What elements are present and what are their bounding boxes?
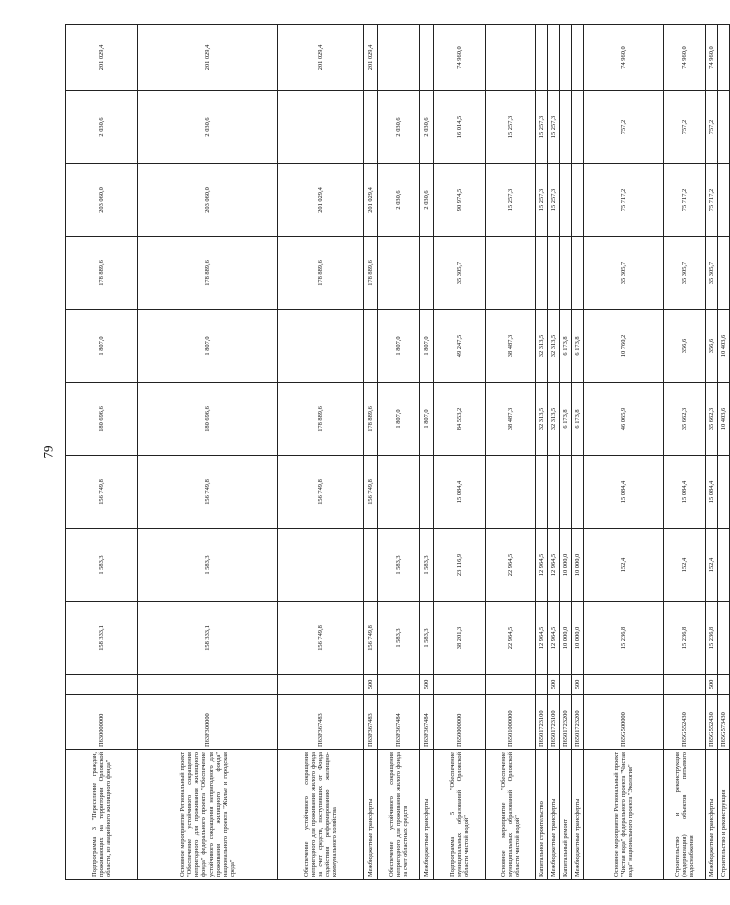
table-row [572, 25, 584, 880]
cell-c5: 10 403,6 [718, 310, 730, 383]
cell-code: П6501723200 [560, 695, 572, 750]
cell-c2: 10 000,0 [560, 529, 572, 602]
cell-c2: 22 964,5 [486, 529, 536, 602]
cell-c6 [572, 237, 584, 310]
cell-name: Подпрограмма 5 "Обеспечение муниципальных образований Орловской области чистой водой" [434, 750, 486, 880]
cell-c4: 180 696,6 [66, 383, 138, 456]
cell-vr [536, 675, 548, 695]
cell-c1: 1 583,3 [378, 602, 420, 675]
table-row [486, 25, 536, 880]
cell-c8: 2 030,6 [378, 91, 420, 164]
cell-c1: 1 583,3 [420, 602, 434, 675]
cell-code: П65G573430 [718, 695, 730, 750]
cell-vr [664, 675, 706, 695]
cell-c1: 158 333,1 [138, 602, 278, 675]
cell-c3 [420, 456, 434, 529]
cell-c8: 757,2 [584, 91, 664, 164]
cell-c3 [378, 456, 420, 529]
cell-code: П650000000 [434, 695, 486, 750]
cell-c2: 1 583,3 [378, 529, 420, 602]
table-row [664, 25, 706, 880]
cell-c6 [378, 237, 420, 310]
cell-code: П63F367483 [364, 695, 378, 750]
cell-c2: 12 964,5 [548, 529, 560, 602]
cell-c3: 15 084,4 [434, 456, 486, 529]
cell-c1: 156 749,8 [364, 602, 378, 675]
cell-code: П6501723200 [572, 695, 584, 750]
cell-name: Подпрограмма 3 "Переселение граждан, проживающих на территории Орловской области, из аварийного жилищного фонда" [66, 750, 138, 880]
cell-c9 [378, 25, 420, 91]
cell-code: П63F367484 [378, 695, 420, 750]
cell-vr: 500 [420, 675, 434, 695]
cell-c8 [572, 91, 584, 164]
cell-c8: 15 257,3 [486, 91, 536, 164]
cell-c4: 1 807,0 [420, 383, 434, 456]
cell-name: Межбюджетные трансферты [364, 750, 378, 880]
cell-name: Межбюджетные трансферты [420, 750, 434, 880]
cell-c2: 1 583,3 [420, 529, 434, 602]
cell-code: П6501723100 [548, 695, 560, 750]
cell-vr [378, 675, 420, 695]
rotated-table-container [65, 25, 727, 880]
cell-code: П6501000000 [486, 695, 536, 750]
cell-c6: 178 889,6 [66, 237, 138, 310]
table-row [420, 25, 434, 880]
cell-c7: 75 717,2 [584, 164, 664, 237]
cell-c6: 35 305,7 [584, 237, 664, 310]
cell-name: Строительство и реконструкция [718, 750, 730, 880]
cell-c1: 158 333,1 [66, 602, 138, 675]
cell-code: П63F367484 [420, 695, 434, 750]
cell-vr [560, 675, 572, 695]
page-number [38, 442, 58, 462]
cell-c7 [572, 164, 584, 237]
table-row [706, 25, 718, 880]
cell-vr: 500 [706, 675, 718, 695]
cell-c6: 178 889,6 [278, 237, 364, 310]
cell-c5: 6 173,8 [572, 310, 584, 383]
cell-c7: 201 029,4 [364, 164, 378, 237]
cell-c1: 15 236,8 [706, 602, 718, 675]
cell-c9 [572, 25, 584, 91]
cell-name: Обеспечение устойчивого сокращения непригодного для проживания жилого фонда за счет областных средств [378, 750, 420, 880]
cell-c6: 178 889,6 [364, 237, 378, 310]
cell-vr [584, 675, 664, 695]
cell-c8: 2 030,6 [138, 91, 278, 164]
cell-c9 [718, 25, 730, 91]
cell-c2: 1 583,3 [138, 529, 278, 602]
table-row [548, 25, 560, 880]
cell-c4: 84 553,2 [434, 383, 486, 456]
cell-c1 [718, 602, 730, 675]
cell-c8: 15 257,3 [536, 91, 548, 164]
cell-c5: 1 807,0 [66, 310, 138, 383]
cell-c3: 156 749,8 [138, 456, 278, 529]
cell-c4: 38 487,3 [486, 383, 536, 456]
cell-vr [138, 675, 278, 695]
cell-c4: 180 696,6 [138, 383, 278, 456]
cell-vr [66, 675, 138, 695]
cell-c3: 15 084,4 [584, 456, 664, 529]
cell-c1: 12 964,5 [536, 602, 548, 675]
cell-vr [278, 675, 364, 695]
cell-name: Основное мероприятие Региональный проект "Чистая вода" федерального проекта "Чистая вода" национального проекта "Экология" [584, 750, 664, 880]
cell-c1: 15 236,8 [584, 602, 664, 675]
cell-c5: 356,6 [706, 310, 718, 383]
cell-name: Обеспечение устойчивого сокращения непригодного для проживания жилого фонда за счет средств, поступивших от Фонда содействия реформированию жилищно-коммунального хозяйства [278, 750, 364, 880]
cell-c1: 12 964,5 [548, 602, 560, 675]
cell-vr: 500 [364, 675, 378, 695]
cell-c5: 32 313,5 [536, 310, 548, 383]
cell-c8 [364, 91, 378, 164]
table-row [718, 25, 730, 880]
cell-vr [486, 675, 536, 695]
cell-c4: 178 889,6 [278, 383, 364, 456]
cell-c3 [536, 456, 548, 529]
cell-c9 [548, 25, 560, 91]
cell-c6 [548, 237, 560, 310]
cell-c4: 32 313,5 [548, 383, 560, 456]
cell-c1: 10 000,0 [560, 602, 572, 675]
cell-c3 [560, 456, 572, 529]
table-body [66, 25, 730, 880]
cell-c7: 203 060,0 [66, 164, 138, 237]
cell-c4: 178 889,6 [364, 383, 378, 456]
table-row [434, 25, 486, 880]
table-row [278, 25, 364, 880]
cell-c8: 757,2 [706, 91, 718, 164]
table-row [66, 25, 138, 880]
cell-c4: 46 065,9 [584, 383, 664, 456]
cell-c4: 32 313,5 [536, 383, 548, 456]
cell-c6 [420, 237, 434, 310]
table-row [364, 25, 378, 880]
cell-c2 [364, 529, 378, 602]
cell-c2: 10 000,0 [572, 529, 584, 602]
cell-c4: 6 173,8 [572, 383, 584, 456]
cell-c9 [420, 25, 434, 91]
cell-c7 [560, 164, 572, 237]
cell-c3 [548, 456, 560, 529]
cell-c8: 2 030,6 [66, 91, 138, 164]
cell-c2: 152,4 [584, 529, 664, 602]
cell-c9: 201 029,4 [278, 25, 364, 91]
cell-c6 [536, 237, 548, 310]
cell-c4: 35 662,3 [664, 383, 706, 456]
cell-c7: 75 717,2 [664, 164, 706, 237]
cell-c6 [718, 237, 730, 310]
cell-c9: 201 029,4 [138, 25, 278, 91]
cell-code: П630000000 [66, 695, 138, 750]
cell-c3: 156 749,8 [278, 456, 364, 529]
cell-code: П63F300000 [138, 695, 278, 750]
cell-c2 [278, 529, 364, 602]
cell-vr: 500 [572, 675, 584, 695]
cell-vr: 500 [548, 675, 560, 695]
cell-c5: 356,6 [664, 310, 706, 383]
cell-c3: 15 084,4 [664, 456, 706, 529]
cell-vr [434, 675, 486, 695]
cell-c8: 2 030,6 [420, 91, 434, 164]
cell-c9: 201 029,4 [66, 25, 138, 91]
cell-c5: 1 807,0 [378, 310, 420, 383]
cell-name: Основное мероприятие "Обеспечение муниципальных образований Орловской области чистой водой" [486, 750, 536, 880]
cell-c1: 10 000,0 [572, 602, 584, 675]
budget-table [65, 24, 730, 880]
cell-c1: 15 236,8 [664, 602, 706, 675]
cell-c6: 35 305,7 [434, 237, 486, 310]
cell-c8 [278, 91, 364, 164]
cell-code: П65G500000 [584, 695, 664, 750]
cell-c4: 10 403,6 [718, 383, 730, 456]
cell-c4: 6 173,8 [560, 383, 572, 456]
cell-name: Межбюджетные трансферты [572, 750, 584, 880]
cell-c8: 757,2 [664, 91, 706, 164]
cell-c3: 156 749,8 [364, 456, 378, 529]
cell-code: П63F367483 [278, 695, 364, 750]
cell-c7: 15 257,3 [536, 164, 548, 237]
cell-c6 [486, 237, 536, 310]
cell-c5: 6 173,8 [560, 310, 572, 383]
cell-c6: 178 889,6 [138, 237, 278, 310]
cell-name: Строительство и реконструкция (модернизация) объектов питьевого водоснабжения [664, 750, 706, 880]
table-row [378, 25, 420, 880]
cell-c2 [718, 529, 730, 602]
table-row [536, 25, 548, 880]
cell-c5: 1 807,0 [420, 310, 434, 383]
cell-c7: 90 974,5 [434, 164, 486, 237]
cell-c2: 152,4 [706, 529, 718, 602]
cell-c9 [536, 25, 548, 91]
cell-c3: 156 749,8 [66, 456, 138, 529]
cell-c7: 203 060,0 [138, 164, 278, 237]
cell-c7: 75 717,2 [706, 164, 718, 237]
table-row [560, 25, 572, 880]
cell-c8: 16 014,5 [434, 91, 486, 164]
cell-c9 [486, 25, 536, 91]
cell-c9: 201 029,4 [364, 25, 378, 91]
cell-c7: 2 030,6 [420, 164, 434, 237]
cell-name: Межбюджетные трансферты [706, 750, 718, 880]
cell-c8 [718, 91, 730, 164]
cell-code: П65G552430 [664, 695, 706, 750]
cell-c3: 15 084,4 [706, 456, 718, 529]
cell-name: Основное мероприятие Региональный проект "Обеспечение устойчивого сокращения непригодного для проживания жилищного фонда" федерального проекта "Обеспечение устойчивого сокращения непригодного для проживания жилищного фонда" национального проекта "Жилье и городская среда" [138, 750, 278, 880]
cell-c5: 49 247,5 [434, 310, 486, 383]
cell-c9: 74 960,0 [706, 25, 718, 91]
cell-c5: 38 487,3 [486, 310, 536, 383]
cell-c9: 74 960,0 [434, 25, 486, 91]
cell-c1: 22 964,5 [486, 602, 536, 675]
cell-c1: 156 749,8 [278, 602, 364, 675]
cell-c1: 38 201,3 [434, 602, 486, 675]
cell-c6 [560, 237, 572, 310]
cell-c4: 35 662,3 [706, 383, 718, 456]
cell-c8: 15 257,3 [548, 91, 560, 164]
cell-c5 [278, 310, 364, 383]
cell-c9: 74 960,0 [664, 25, 706, 91]
cell-c3 [486, 456, 536, 529]
cell-c9 [560, 25, 572, 91]
cell-c6: 35 305,7 [664, 237, 706, 310]
cell-code: П6501723100 [536, 695, 548, 750]
table-row [584, 25, 664, 880]
cell-c7: 201 029,4 [278, 164, 364, 237]
cell-c7: 2 030,6 [378, 164, 420, 237]
cell-c7: 15 257,3 [486, 164, 536, 237]
cell-c3 [718, 456, 730, 529]
cell-c7: 15 257,3 [548, 164, 560, 237]
cell-c5: 1 807,0 [138, 310, 278, 383]
cell-c2: 152,4 [664, 529, 706, 602]
cell-name: Капитальное строительство [536, 750, 548, 880]
cell-c8 [560, 91, 572, 164]
cell-c5: 10 760,2 [584, 310, 664, 383]
cell-name: Межбюджетные трансферты [548, 750, 560, 880]
cell-c7 [718, 164, 730, 237]
page-number-text: 79 [40, 445, 55, 459]
table-row [138, 25, 278, 880]
cell-c5: 32 313,5 [548, 310, 560, 383]
cell-c5 [364, 310, 378, 383]
cell-c2: 1 583,3 [66, 529, 138, 602]
cell-vr [718, 675, 730, 695]
cell-c6: 35 305,7 [706, 237, 718, 310]
cell-c9: 74 960,0 [584, 25, 664, 91]
cell-c4: 1 807,0 [378, 383, 420, 456]
cell-c2: 12 964,5 [536, 529, 548, 602]
cell-code: П65G552430 [706, 695, 718, 750]
cell-c2: 23 116,9 [434, 529, 486, 602]
cell-name: Капитальный ремонт [560, 750, 572, 880]
cell-c3 [572, 456, 584, 529]
